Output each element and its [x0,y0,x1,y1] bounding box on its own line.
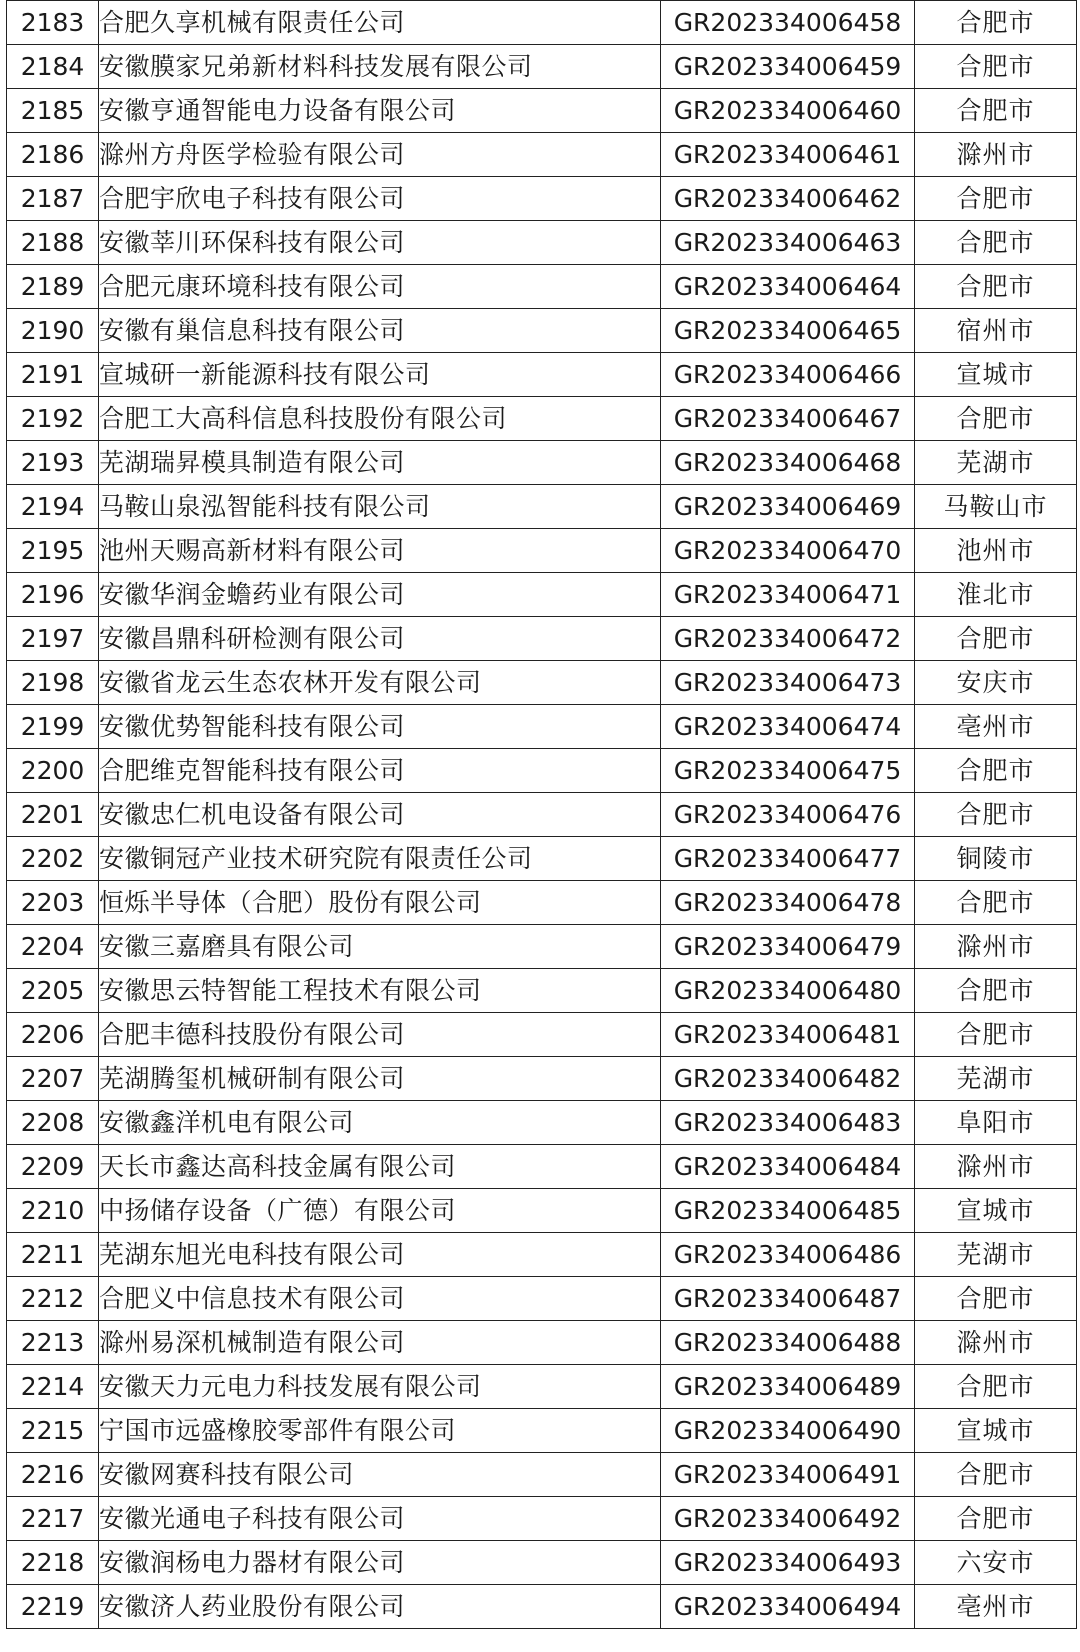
serial-number-cell: 2202 [7,837,99,881]
certificate-code-cell: GR202334006470 [661,529,915,573]
table-row [7,133,1077,177]
serial-number-cell: 2209 [7,1145,99,1189]
certificate-code-cell: GR202334006475 [661,749,915,793]
certificate-code-cell: GR202334006493 [661,1541,915,1585]
table-row [7,1321,1077,1365]
table-row [7,441,1077,485]
table-row [7,177,1077,221]
city-cell: 合肥市 [915,617,1077,661]
city-cell: 合肥市 [915,265,1077,309]
city-cell: 滁州市 [915,1321,1077,1365]
table-row [7,661,1077,705]
serial-number-cell: 2216 [7,1453,99,1497]
serial-number-cell: 2219 [7,1585,99,1629]
table-row [7,397,1077,441]
company-name-cell: 安徽三嘉磨具有限公司 [99,925,661,969]
serial-number-cell: 2197 [7,617,99,661]
certificate-code-cell: GR202334006467 [661,397,915,441]
table-row [7,617,1077,661]
serial-number-cell: 2194 [7,485,99,529]
city-cell: 合肥市 [915,221,1077,265]
certificate-code-cell: GR202334006472 [661,617,915,661]
table-row [7,1453,1077,1497]
table-row [7,529,1077,573]
company-name-cell: 安徽铜冠产业技术研究院有限责任公司 [99,837,661,881]
company-name-cell: 合肥元康环境科技有限公司 [99,265,661,309]
table-row [7,1233,1077,1277]
certificate-code-cell: GR202334006468 [661,441,915,485]
serial-number-cell: 2185 [7,89,99,133]
table-row [7,573,1077,617]
city-cell: 池州市 [915,529,1077,573]
serial-number-cell: 2199 [7,705,99,749]
city-cell: 宣城市 [915,1189,1077,1233]
serial-number-cell: 2200 [7,749,99,793]
certificate-code-cell: GR202334006477 [661,837,915,881]
table-row [7,837,1077,881]
certificate-code-cell: GR202334006474 [661,705,915,749]
city-cell: 合肥市 [915,881,1077,925]
certificate-code-cell: GR202334006459 [661,45,915,89]
table-row [7,309,1077,353]
certificate-code-cell: GR202334006462 [661,177,915,221]
city-cell: 亳州市 [915,705,1077,749]
company-name-cell: 合肥宇欣电子科技有限公司 [99,177,661,221]
serial-number-cell: 2183 [7,1,99,45]
serial-number-cell: 2212 [7,1277,99,1321]
city-cell: 铜陵市 [915,837,1077,881]
table-row [7,1013,1077,1057]
certificate-code-cell: GR202334006471 [661,573,915,617]
serial-number-cell: 2184 [7,45,99,89]
company-name-cell: 合肥丰德科技股份有限公司 [99,1013,661,1057]
company-name-cell: 安徽优势智能科技有限公司 [99,705,661,749]
serial-number-cell: 2186 [7,133,99,177]
table-row [7,925,1077,969]
certificate-code-cell: GR202334006473 [661,661,915,705]
city-cell: 滁州市 [915,1145,1077,1189]
company-name-cell: 安徽省龙云生态农林开发有限公司 [99,661,661,705]
table-row [7,1585,1077,1629]
company-name-cell: 安徽济人药业股份有限公司 [99,1585,661,1629]
company-name-cell: 安徽莘川环保科技有限公司 [99,221,661,265]
table-row [7,969,1077,1013]
serial-number-cell: 2205 [7,969,99,1013]
city-cell: 芜湖市 [915,441,1077,485]
table-row [7,1,1077,45]
certificate-code-cell: GR202334006483 [661,1101,915,1145]
company-name-cell: 安徽网赛科技有限公司 [99,1453,661,1497]
table-row [7,749,1077,793]
table-row [7,89,1077,133]
certificate-code-cell: GR202334006492 [661,1497,915,1541]
company-name-cell: 宣城研一新能源科技有限公司 [99,353,661,397]
company-name-cell: 安徽膜家兄弟新材料科技发展有限公司 [99,45,661,89]
company-name-cell: 安徽有巢信息科技有限公司 [99,309,661,353]
serial-number-cell: 2189 [7,265,99,309]
company-name-cell: 马鞍山泉泓智能科技有限公司 [99,485,661,529]
table-row [7,353,1077,397]
certificate-code-cell: GR202334006465 [661,309,915,353]
serial-number-cell: 2201 [7,793,99,837]
company-name-cell: 安徽光通电子科技有限公司 [99,1497,661,1541]
city-cell: 六安市 [915,1541,1077,1585]
table-row [7,1145,1077,1189]
table-row [7,705,1077,749]
company-name-cell: 安徽思云特智能工程技术有限公司 [99,969,661,1013]
company-name-cell: 安徽天力元电力科技发展有限公司 [99,1365,661,1409]
company-name-cell: 恒烁半导体（合肥）股份有限公司 [99,881,661,925]
certificate-code-cell: GR202334006479 [661,925,915,969]
city-cell: 合肥市 [915,45,1077,89]
company-name-cell: 芜湖东旭光电科技有限公司 [99,1233,661,1277]
serial-number-cell: 2190 [7,309,99,353]
table-row [7,1541,1077,1585]
certificate-code-cell: GR202334006463 [661,221,915,265]
serial-number-cell: 2215 [7,1409,99,1453]
certificate-code-cell: GR202334006482 [661,1057,915,1101]
company-name-cell: 宁国市远盛橡胶零部件有限公司 [99,1409,661,1453]
company-name-cell: 滁州方舟医学检验有限公司 [99,133,661,177]
company-name-cell: 安徽润杨电力器材有限公司 [99,1541,661,1585]
certificate-code-cell: GR202334006491 [661,1453,915,1497]
certificate-code-cell: GR202334006460 [661,89,915,133]
certificate-code-cell: GR202334006485 [661,1189,915,1233]
table-row [7,1497,1077,1541]
serial-number-cell: 2198 [7,661,99,705]
city-cell: 合肥市 [915,793,1077,837]
company-name-cell: 天长市鑫达高科技金属有限公司 [99,1145,661,1189]
company-name-cell: 池州天赐高新材料有限公司 [99,529,661,573]
city-cell: 马鞍山市 [915,485,1077,529]
serial-number-cell: 2206 [7,1013,99,1057]
serial-number-cell: 2208 [7,1101,99,1145]
table-row [7,793,1077,837]
city-cell: 亳州市 [915,1585,1077,1629]
company-name-cell: 合肥工大高科信息科技股份有限公司 [99,397,661,441]
serial-number-cell: 2218 [7,1541,99,1585]
city-cell: 宣城市 [915,353,1077,397]
city-cell: 合肥市 [915,1453,1077,1497]
certificate-code-cell: GR202334006488 [661,1321,915,1365]
city-cell: 合肥市 [915,397,1077,441]
serial-number-cell: 2207 [7,1057,99,1101]
table-row [7,485,1077,529]
table-row [7,1057,1077,1101]
company-registry-sheet [6,0,1076,1629]
serial-number-cell: 2203 [7,881,99,925]
city-cell: 安庆市 [915,661,1077,705]
city-cell: 合肥市 [915,749,1077,793]
company-registry-table [6,0,1077,1629]
certificate-code-cell: GR202334006461 [661,133,915,177]
table-row [7,1365,1077,1409]
certificate-code-cell: GR202334006469 [661,485,915,529]
certificate-code-cell: GR202334006481 [661,1013,915,1057]
city-cell: 合肥市 [915,1277,1077,1321]
certificate-code-cell: GR202334006478 [661,881,915,925]
city-cell: 合肥市 [915,1,1077,45]
company-name-cell: 安徽忠仁机电设备有限公司 [99,793,661,837]
serial-number-cell: 2196 [7,573,99,617]
company-name-cell: 安徽华润金蟾药业有限公司 [99,573,661,617]
city-cell: 芜湖市 [915,1057,1077,1101]
company-name-cell: 安徽鑫洋机电有限公司 [99,1101,661,1145]
table-row [7,1101,1077,1145]
company-name-cell: 安徽亨通智能电力设备有限公司 [99,89,661,133]
certificate-code-cell: GR202334006480 [661,969,915,1013]
registry-table-body [7,1,1077,1629]
table-row [7,221,1077,265]
company-name-cell: 合肥久享机械有限责任公司 [99,1,661,45]
table-row [7,1409,1077,1453]
serial-number-cell: 2188 [7,221,99,265]
serial-number-cell: 2204 [7,925,99,969]
company-name-cell: 芜湖瑞昇模具制造有限公司 [99,441,661,485]
serial-number-cell: 2214 [7,1365,99,1409]
city-cell: 合肥市 [915,177,1077,221]
certificate-code-cell: GR202334006489 [661,1365,915,1409]
certificate-code-cell: GR202334006486 [661,1233,915,1277]
certificate-code-cell: GR202334006458 [661,1,915,45]
company-name-cell: 合肥义中信息技术有限公司 [99,1277,661,1321]
serial-number-cell: 2192 [7,397,99,441]
certificate-code-cell: GR202334006490 [661,1409,915,1453]
city-cell: 阜阳市 [915,1101,1077,1145]
serial-number-cell: 2213 [7,1321,99,1365]
certificate-code-cell: GR202334006487 [661,1277,915,1321]
serial-number-cell: 2187 [7,177,99,221]
certificate-code-cell: GR202334006484 [661,1145,915,1189]
certificate-code-cell: GR202334006476 [661,793,915,837]
table-row [7,45,1077,89]
table-row [7,1189,1077,1233]
serial-number-cell: 2195 [7,529,99,573]
serial-number-cell: 2191 [7,353,99,397]
city-cell: 合肥市 [915,969,1077,1013]
company-name-cell: 合肥维克智能科技有限公司 [99,749,661,793]
table-row [7,1277,1077,1321]
serial-number-cell: 2210 [7,1189,99,1233]
city-cell: 滁州市 [915,925,1077,969]
city-cell: 合肥市 [915,1365,1077,1409]
city-cell: 合肥市 [915,1013,1077,1057]
city-cell: 宣城市 [915,1409,1077,1453]
company-name-cell: 中扬储存设备（广德）有限公司 [99,1189,661,1233]
certificate-code-cell: GR202334006494 [661,1585,915,1629]
city-cell: 宿州市 [915,309,1077,353]
city-cell: 滁州市 [915,133,1077,177]
serial-number-cell: 2217 [7,1497,99,1541]
city-cell: 芜湖市 [915,1233,1077,1277]
certificate-code-cell: GR202334006466 [661,353,915,397]
certificate-code-cell: GR202334006464 [661,265,915,309]
city-cell: 合肥市 [915,1497,1077,1541]
serial-number-cell: 2193 [7,441,99,485]
table-row [7,881,1077,925]
city-cell: 淮北市 [915,573,1077,617]
company-name-cell: 安徽昌鼎科研检测有限公司 [99,617,661,661]
city-cell: 合肥市 [915,89,1077,133]
company-name-cell: 芜湖腾玺机械研制有限公司 [99,1057,661,1101]
table-row [7,265,1077,309]
company-name-cell: 滁州易深机械制造有限公司 [99,1321,661,1365]
serial-number-cell: 2211 [7,1233,99,1277]
